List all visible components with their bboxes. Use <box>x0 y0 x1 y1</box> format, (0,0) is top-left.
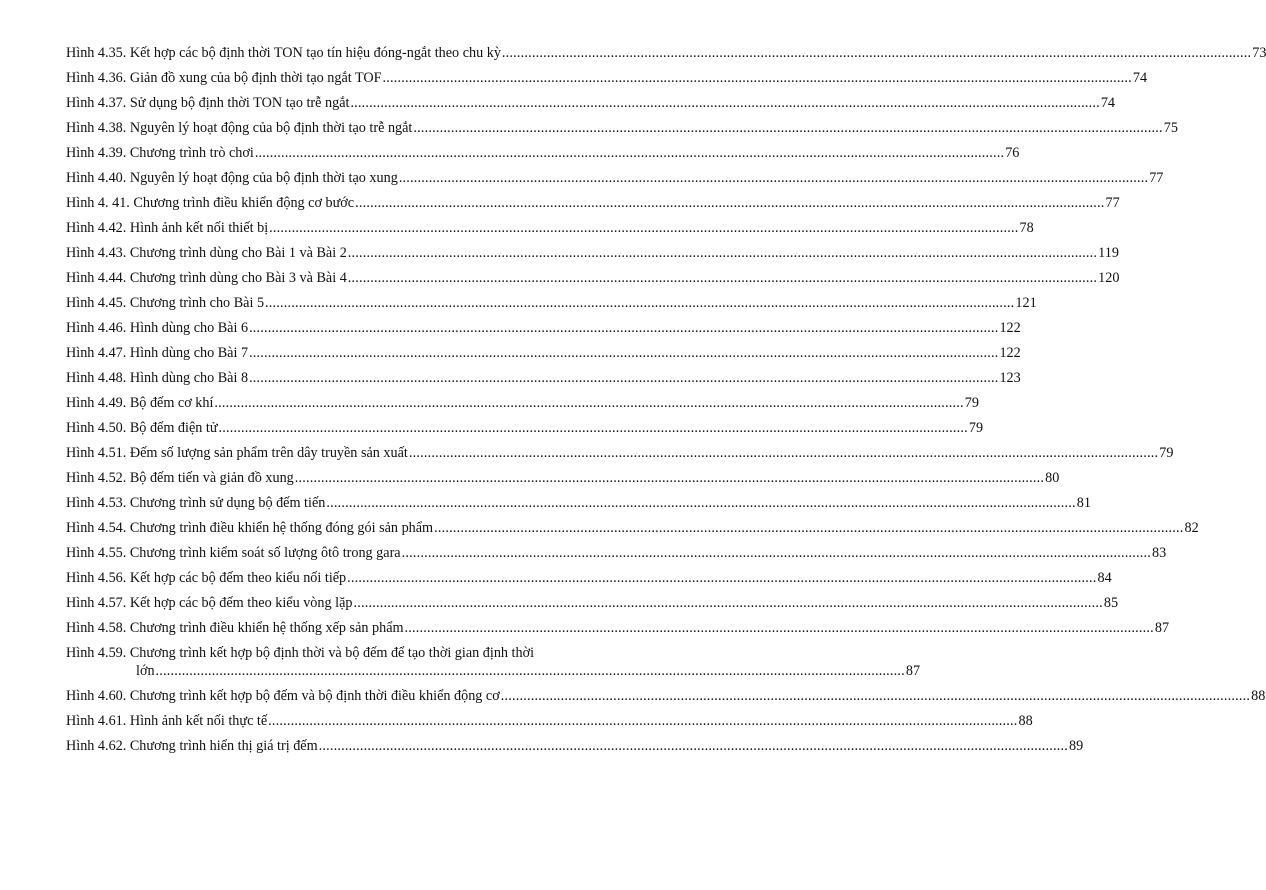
figure-title: Hình ảnh kết nối thực tế <box>129 713 268 729</box>
toc-entry[interactable] <box>66 69 1148 87</box>
page-number: 121 <box>1015 295 1037 311</box>
figure-title: Chương trình trò chơi <box>129 145 254 161</box>
figure-number: Hình 4.49. <box>66 395 127 411</box>
figure-number: Hình 4.58. <box>66 620 127 636</box>
toc-entry[interactable] <box>66 419 984 437</box>
page-number: 122 <box>999 345 1021 361</box>
table-of-figures <box>66 44 1266 762</box>
toc-entry[interactable] <box>66 319 1021 337</box>
page-number: 84 <box>1097 570 1112 586</box>
figure-title: Hình dùng cho Bài 6 <box>129 320 249 336</box>
figure-number: Hình 4.37. <box>66 95 127 111</box>
dot-leader <box>249 319 998 337</box>
page-number: 85 <box>1103 595 1119 611</box>
figure-number: Hình 4.51. <box>66 445 127 461</box>
toc-entry[interactable] <box>66 369 1021 387</box>
figure-number: Hình 4.56. <box>66 570 127 586</box>
figure-title: Hình dùng cho Bài 8 <box>129 370 249 386</box>
figure-title: Chương trình hiển thị giá trị đếm <box>129 738 318 754</box>
dot-leader <box>501 687 1250 705</box>
dot-leader <box>348 244 1097 262</box>
toc-entry[interactable] <box>66 712 1033 730</box>
figure-number: Hình 4.44. <box>66 270 127 286</box>
dot-leader <box>405 619 1154 637</box>
toc-entry[interactable] <box>66 687 1266 705</box>
figure-number: Hình 4.62. <box>66 738 127 754</box>
toc-entry[interactable] <box>66 494 1091 512</box>
figure-title: Kết hợp các bộ đếm theo kiểu vòng lặp <box>129 595 353 611</box>
page-number: 76 <box>1005 145 1020 161</box>
dot-leader <box>268 712 1017 730</box>
page-number: 120 <box>1098 270 1120 286</box>
dot-leader <box>326 494 1075 512</box>
figure-title: Chương trình dùng cho Bài 1 và Bài 2 <box>129 245 347 261</box>
page-number: 87 <box>905 663 921 679</box>
page-number: 89 <box>1069 738 1084 754</box>
toc-entry[interactable] <box>66 594 1119 612</box>
page-number: 80 <box>1045 470 1060 486</box>
page-number: 78 <box>1019 220 1034 236</box>
toc-entry[interactable] <box>66 194 1120 212</box>
toc-entry[interactable] <box>66 737 1084 755</box>
dot-leader <box>319 737 1068 755</box>
figure-title: Sử dụng bộ định thời TON tạo trễ ngắt <box>129 95 350 111</box>
figure-number: Hình 4. 41. <box>66 195 130 211</box>
toc-entry[interactable] <box>66 644 921 680</box>
dot-leader <box>265 294 1014 312</box>
figure-number: Hình 4.47. <box>66 345 127 361</box>
toc-entry[interactable] <box>66 444 1174 462</box>
page-number: 79 <box>1159 445 1174 461</box>
figure-title: Kết hợp các bộ đếm theo kiểu nối tiếp <box>129 570 347 586</box>
figure-title: Chương trình sử dụng bộ đếm tiến <box>129 495 326 511</box>
dot-leader <box>156 662 905 680</box>
figure-number: Hình 4.42. <box>66 220 127 236</box>
figure-number: Hình 4.59. <box>66 645 127 661</box>
figure-title: Bộ đếm tiến và giản đồ xung <box>129 470 294 486</box>
dot-leader <box>409 444 1158 462</box>
dot-leader <box>249 369 998 387</box>
toc-entry[interactable] <box>66 144 1020 162</box>
toc-entry[interactable] <box>66 619 1170 637</box>
dot-leader <box>399 169 1148 187</box>
figure-number: Hình 4.48. <box>66 370 127 386</box>
figure-title-continued: lớn <box>136 663 155 679</box>
figure-title: Bộ đếm điện tử <box>129 420 218 436</box>
dot-leader <box>434 519 1183 537</box>
dot-leader <box>383 69 1132 87</box>
figure-title: Chương trình kết hợp bộ đếm và bộ định thời điều khiển động cơ <box>129 688 500 704</box>
dot-leader <box>402 544 1151 562</box>
page-number: 73 <box>1252 45 1266 61</box>
figure-title: Chương trình điều khiển hệ thống xếp sản phẩm <box>129 620 404 636</box>
figure-title: Chương trình kết hợp bộ định thời và bộ đếm để tạo thời gian định thời <box>129 645 535 661</box>
figure-number: Hình 4.53. <box>66 495 127 511</box>
figure-number: Hình 4.54. <box>66 520 127 536</box>
dot-leader <box>214 394 963 412</box>
figure-title: Chương trình điều khiển hệ thống đóng gói sản phẩm <box>129 520 434 536</box>
figure-title: Kết hợp các bộ định thời TON tạo tín hiệu đóng-ngắt theo chu kỳ <box>129 45 501 61</box>
toc-entry[interactable] <box>66 394 979 412</box>
dot-leader <box>353 594 1102 612</box>
toc-entry[interactable] <box>66 344 1021 362</box>
figure-number: Hình 4.36. <box>66 70 127 86</box>
dot-leader <box>295 469 1044 487</box>
toc-entry[interactable] <box>66 119 1178 137</box>
dot-leader <box>347 569 1096 587</box>
page-number: 82 <box>1184 520 1199 536</box>
page-number: 88 <box>1251 688 1266 704</box>
figure-number: Hình 4.50. <box>66 420 127 436</box>
toc-entry[interactable] <box>66 469 1060 487</box>
figure-title: Chương trình cho Bài 5 <box>129 295 265 311</box>
dot-leader <box>355 194 1104 212</box>
dot-leader <box>350 94 1099 112</box>
dot-leader <box>219 419 968 437</box>
dot-leader <box>269 219 1018 237</box>
page-number: 83 <box>1151 545 1167 561</box>
figure-number: Hình 4.46. <box>66 320 127 336</box>
page-number: 75 <box>1163 120 1178 136</box>
page-number: 87 <box>1154 620 1170 636</box>
dot-leader <box>502 44 1251 62</box>
figure-number: Hình 4.57. <box>66 595 127 611</box>
dot-leader <box>413 119 1162 137</box>
figure-number: Hình 4.60. <box>66 688 127 704</box>
page-number: 74 <box>1100 95 1115 111</box>
page-number: 81 <box>1076 495 1091 511</box>
figure-number: Hình 4.52. <box>66 470 127 486</box>
page-number: 123 <box>999 370 1021 386</box>
toc-entry[interactable] <box>66 94 1115 112</box>
page-number: 122 <box>999 320 1021 336</box>
figure-number: Hình 4.45. <box>66 295 127 311</box>
toc-entry[interactable] <box>66 569 1112 587</box>
toc-entry[interactable] <box>66 519 1199 537</box>
dot-leader <box>249 344 998 362</box>
page-number: 77 <box>1149 170 1164 186</box>
page-number: 79 <box>968 420 984 436</box>
figure-title: Đếm số lượng sản phẩm trên dây truyền sản xuất <box>129 445 408 461</box>
figure-title: Nguyên lý hoạt động của bộ định thời tạo trễ ngắt <box>129 120 413 136</box>
figure-number: Hình 4.35. <box>66 45 127 61</box>
figure-title: Giản đồ xung của bộ định thời tạo ngắt TOF <box>129 70 382 86</box>
figure-title: Hình ảnh kết nối thiết bị <box>129 220 269 236</box>
figure-title: Nguyên lý hoạt động của bộ định thời tạo xung <box>129 170 398 186</box>
figure-title: Bộ đếm cơ khí <box>129 395 214 411</box>
figure-number: Hình 4.55. <box>66 545 127 561</box>
toc-entry[interactable] <box>66 544 1167 562</box>
toc-entry[interactable] <box>66 269 1120 287</box>
page-number: 74 <box>1132 70 1148 86</box>
page-number: 79 <box>964 395 979 411</box>
figure-number: Hình 4.38. <box>66 120 127 136</box>
figure-number: Hình 4.61. <box>66 713 127 729</box>
figure-number: Hình 4.43. <box>66 245 127 261</box>
figure-title: Chương trình điều khiển động cơ bước <box>133 195 355 211</box>
toc-entry[interactable] <box>66 244 1119 262</box>
figure-title: Chương trình kiểm soát số lượng ôtô trong gara <box>129 545 401 561</box>
page-number: 77 <box>1105 195 1120 211</box>
dot-leader <box>348 269 1097 287</box>
toc-entry[interactable] <box>66 44 1266 62</box>
page-number: 88 <box>1018 713 1033 729</box>
dot-leader <box>255 144 1004 162</box>
page-number: 119 <box>1098 245 1119 261</box>
figure-number: Hình 4.40. <box>66 170 127 186</box>
toc-entry[interactable] <box>66 219 1034 237</box>
toc-entry[interactable] <box>66 169 1164 187</box>
figure-title: Hình dùng cho Bài 7 <box>129 345 249 361</box>
toc-entry[interactable] <box>66 294 1037 312</box>
figure-title: Chương trình dùng cho Bài 3 và Bài 4 <box>129 270 347 286</box>
figure-number: Hình 4.39. <box>66 145 127 161</box>
